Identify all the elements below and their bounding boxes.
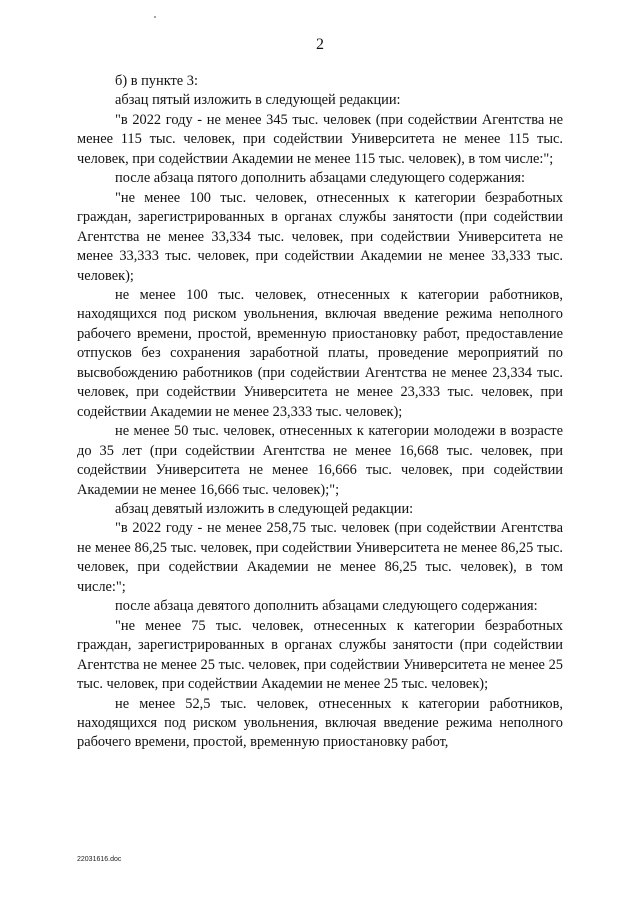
scan-speck [154,16,156,18]
paragraph: "в 2022 году - не менее 345 тыс. человек (при содействии Агентства не менее 115 тыс. человек, при содействии Университета не менее 115 тыс. человек, при содействии Академии не менее 115 тыс. человек), в том числе:"; [77,111,563,167]
paragraph: после абзаца пятого дополнить абзацами следующего содержания: [115,170,526,187]
file-name-footer: 22031616.doc [77,856,122,863]
paragraph: "в 2022 году - не менее 258,75 тыс. человек (при содействии Агентства не менее 86,25 тыс. человек, при содействии Университета не менее 86,25 тыс. человек, при содействии Академии не менее 86,25 тыс. человек), в том числе:"; [77,520,563,595]
paragraph: не менее 52,5 тыс. человек, отнесенных к категории работников, находящихся под риском увольнения, включая введение режима неполного рабочего времени, простой, временную приостановку работ, [77,695,563,751]
paragraph: абзац пятый изложить в следующей редакции: [115,92,401,109]
body-text [77,72,563,753]
paragraph: не менее 50 тыс. человек, отнесенных к категории молодежи в возрасте до 35 лет (при содействии Агентства не менее 16,668 тыс. человек, при содействии Университета не менее 16,666 тыс. человек, при содействии Академии не менее 16,666 тыс. человек);"; [77,423,563,498]
paragraph: не менее 100 тыс. человек, отнесенных к категории работников, находящихся под риском увольнения, включая введение режима неполного рабочего времени, простой, временную приостановку работ, предоставление отпусков без сохранения заработной платы, проведение мероприятий по высвобождению работников (при содействии Агентства не менее 23,334 тыс. человек, при содействии Университета не менее 23,333 тыс. человек, при содействии Академии не менее 23,333 тыс. человек); [77,286,563,420]
paragraph: "не менее 75 тыс. человек, отнесенных к категории безработных граждан, зарегистрированных в органах службы занятости (при содействии Агентства не менее 25 тыс. человек, при содействии Университета не менее 25 тыс. человек, при содействии Академии не менее 25 тыс. человек); [77,617,563,693]
paragraph: абзац девятый изложить в следующей редакции: [115,500,414,517]
paragraph: б) в пункте 3: [115,73,198,89]
paragraph: после абзаца девятого дополнить абзацами следующего содержания: [115,598,538,615]
paragraph: "не менее 100 тыс. человек, отнесенных к категории безработных граждан, зарегистрированных в органах службы занятости (при содействии Агентства не менее 33,334 тыс. человек, при содействии Университета не менее 33,333 тыс. человек, при содействии Академии не менее 33,333 тыс. человек); [77,189,563,284]
page-number: 2 [316,36,324,53]
